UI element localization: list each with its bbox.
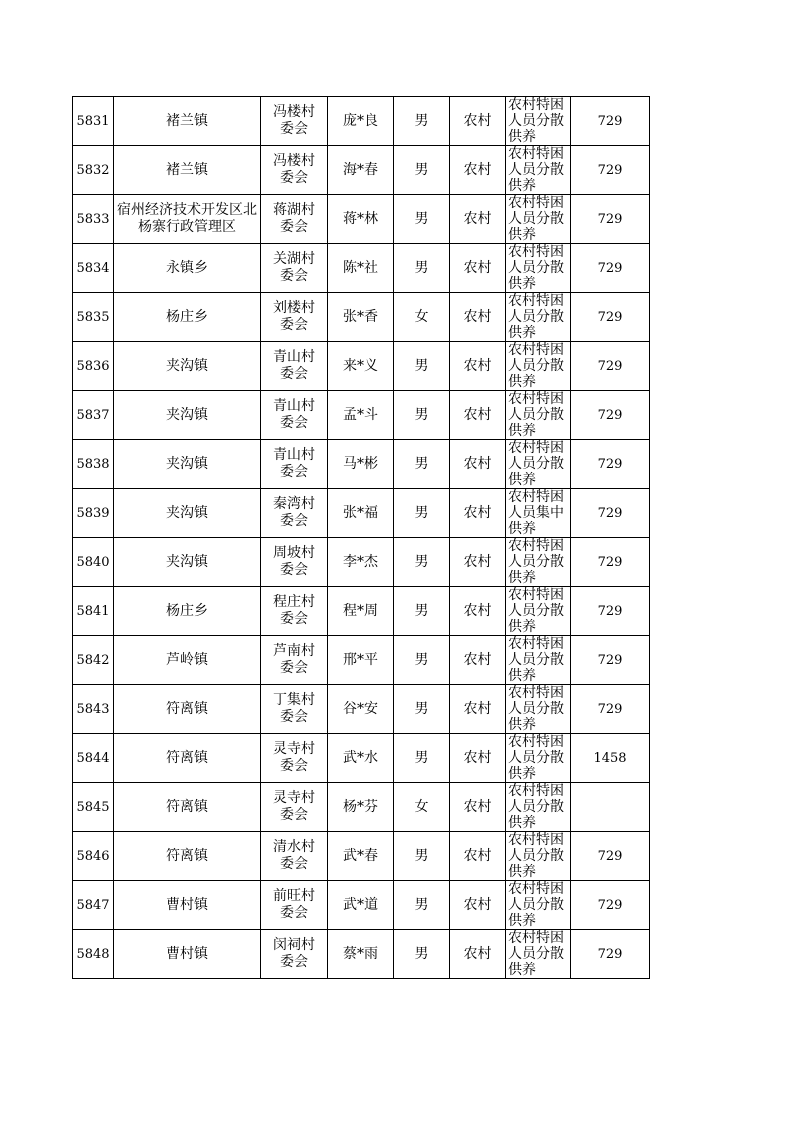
cell-amount: 729 — [571, 97, 650, 146]
support-category-text: 农村特困人员分散供养 — [508, 832, 564, 879]
cell-village-committee: 冯楼村委会 — [261, 97, 328, 146]
cell-household-type: 农村 — [450, 489, 506, 538]
cell-gender: 男 — [394, 391, 450, 440]
cell-gender: 男 — [394, 342, 450, 391]
table-row — [73, 930, 650, 979]
cell-village-committee: 灵寺村委会 — [261, 783, 328, 832]
cell-village-committee: 蒋湖村委会 — [261, 195, 328, 244]
cell-person-name: 孟*斗 — [328, 391, 394, 440]
cell-household-type: 农村 — [450, 734, 506, 783]
cell-support-category — [506, 783, 571, 832]
cell-amount: 729 — [571, 293, 650, 342]
cell-amount: 729 — [571, 832, 650, 881]
cell-support-category — [506, 685, 571, 734]
cell-support-category — [506, 293, 571, 342]
table-row — [73, 195, 650, 244]
cell-person-name: 陈*社 — [328, 244, 394, 293]
cell-household-type: 农村 — [450, 538, 506, 587]
cell-township: 宿州经济技术开发区北杨寨行政管理区 — [114, 195, 261, 244]
support-category-text: 农村特困人员分散供养 — [508, 734, 564, 781]
cell-gender: 男 — [394, 685, 450, 734]
cell-household-type: 农村 — [450, 881, 506, 930]
cell-village-committee: 青山村委会 — [261, 342, 328, 391]
cell-township: 夹沟镇 — [114, 538, 261, 587]
cell-gender: 女 — [394, 783, 450, 832]
cell-village-committee: 芦南村委会 — [261, 636, 328, 685]
cell-village-committee: 灵寺村委会 — [261, 734, 328, 783]
cell-household-type: 农村 — [450, 930, 506, 979]
cell-serial-number: 5841 — [73, 587, 114, 636]
table-row — [73, 636, 650, 685]
cell-support-category — [506, 146, 571, 195]
cell-serial-number: 5834 — [73, 244, 114, 293]
table-row — [73, 587, 650, 636]
cell-household-type: 农村 — [450, 391, 506, 440]
cell-village-committee: 刘楼村委会 — [261, 293, 328, 342]
cell-person-name: 邢*平 — [328, 636, 394, 685]
cell-village-committee: 关湖村委会 — [261, 244, 328, 293]
cell-serial-number: 5836 — [73, 342, 114, 391]
cell-support-category — [506, 97, 571, 146]
cell-person-name: 杨*芬 — [328, 783, 394, 832]
table-row — [73, 440, 650, 489]
cell-township: 符离镇 — [114, 685, 261, 734]
data-sheet — [72, 96, 650, 979]
cell-serial-number: 5848 — [73, 930, 114, 979]
cell-serial-number: 5832 — [73, 146, 114, 195]
cell-serial-number: 5839 — [73, 489, 114, 538]
cell-person-name: 海*春 — [328, 146, 394, 195]
cell-household-type: 农村 — [450, 685, 506, 734]
cell-support-category — [506, 538, 571, 587]
cell-amount: 729 — [571, 930, 650, 979]
cell-person-name: 庞*良 — [328, 97, 394, 146]
cell-gender: 男 — [394, 195, 450, 244]
cell-township: 永镇乡 — [114, 244, 261, 293]
cell-gender: 男 — [394, 734, 450, 783]
table-row — [73, 293, 650, 342]
cell-person-name: 蔡*雨 — [328, 930, 394, 979]
cell-support-category — [506, 440, 571, 489]
cell-gender: 男 — [394, 587, 450, 636]
cell-support-category — [506, 636, 571, 685]
cell-township: 杨庄乡 — [114, 587, 261, 636]
cell-amount: 729 — [571, 244, 650, 293]
cell-household-type: 农村 — [450, 636, 506, 685]
support-category-text: 农村特困人员分散供养 — [508, 97, 564, 144]
cell-support-category — [506, 881, 571, 930]
table-row — [73, 538, 650, 587]
cell-township: 符离镇 — [114, 832, 261, 881]
cell-township: 杨庄乡 — [114, 293, 261, 342]
cell-household-type: 农村 — [450, 440, 506, 489]
support-category-text: 农村特困人员分散供养 — [508, 930, 564, 977]
support-category-text: 农村特困人员分散供养 — [508, 685, 564, 732]
table-row — [73, 783, 650, 832]
cell-village-committee: 冯楼村委会 — [261, 146, 328, 195]
cell-serial-number: 5846 — [73, 832, 114, 881]
table-row — [73, 146, 650, 195]
cell-township: 夹沟镇 — [114, 391, 261, 440]
cell-township: 曹村镇 — [114, 930, 261, 979]
cell-person-name: 武*水 — [328, 734, 394, 783]
cell-gender: 男 — [394, 930, 450, 979]
cell-household-type: 农村 — [450, 587, 506, 636]
cell-township: 褚兰镇 — [114, 146, 261, 195]
cell-township: 符离镇 — [114, 783, 261, 832]
support-category-text: 农村特困人员分散供养 — [508, 538, 564, 585]
cell-amount: 729 — [571, 587, 650, 636]
cell-serial-number: 5833 — [73, 195, 114, 244]
cell-serial-number: 5837 — [73, 391, 114, 440]
table-row — [73, 685, 650, 734]
cell-gender: 男 — [394, 244, 450, 293]
cell-gender: 男 — [394, 146, 450, 195]
cell-amount: 729 — [571, 685, 650, 734]
cell-township: 褚兰镇 — [114, 97, 261, 146]
cell-serial-number: 5835 — [73, 293, 114, 342]
cell-person-name: 谷*安 — [328, 685, 394, 734]
cell-village-committee: 青山村委会 — [261, 440, 328, 489]
cell-household-type: 农村 — [450, 244, 506, 293]
cell-amount: 729 — [571, 881, 650, 930]
support-category-text: 农村特困人员分散供养 — [508, 244, 564, 291]
cell-support-category — [506, 930, 571, 979]
cell-gender: 男 — [394, 440, 450, 489]
cell-person-name: 武*道 — [328, 881, 394, 930]
cell-amount: 729 — [571, 342, 650, 391]
cell-person-name: 武*春 — [328, 832, 394, 881]
cell-gender: 男 — [394, 489, 450, 538]
cell-gender: 男 — [394, 636, 450, 685]
cell-gender: 男 — [394, 97, 450, 146]
cell-support-category — [506, 342, 571, 391]
cell-person-name: 张*香 — [328, 293, 394, 342]
cell-township: 芦岭镇 — [114, 636, 261, 685]
cell-household-type: 农村 — [450, 832, 506, 881]
cell-household-type: 农村 — [450, 146, 506, 195]
table-row — [73, 881, 650, 930]
cell-village-committee: 程庄村委会 — [261, 587, 328, 636]
cell-serial-number: 5845 — [73, 783, 114, 832]
cell-amount: 729 — [571, 195, 650, 244]
support-category-text: 农村特困人员分散供养 — [508, 587, 564, 634]
support-category-text: 农村特困人员集中供养 — [508, 489, 564, 536]
cell-household-type: 农村 — [450, 293, 506, 342]
cell-village-committee: 青山村委会 — [261, 391, 328, 440]
support-category-text: 农村特困人员分散供养 — [508, 881, 564, 928]
table-row — [73, 97, 650, 146]
cell-gender: 女 — [394, 293, 450, 342]
cell-support-category — [506, 195, 571, 244]
cell-household-type: 农村 — [450, 783, 506, 832]
cell-household-type: 农村 — [450, 195, 506, 244]
cell-village-committee: 秦湾村委会 — [261, 489, 328, 538]
support-category-text: 农村特困人员分散供养 — [508, 342, 564, 389]
cell-township: 夹沟镇 — [114, 342, 261, 391]
cell-gender: 男 — [394, 832, 450, 881]
cell-amount — [571, 783, 650, 832]
cell-village-committee: 周坡村委会 — [261, 538, 328, 587]
cell-household-type: 农村 — [450, 342, 506, 391]
cell-person-name: 李*杰 — [328, 538, 394, 587]
table-row — [73, 832, 650, 881]
table-row — [73, 244, 650, 293]
cell-person-name: 来*义 — [328, 342, 394, 391]
cell-support-category — [506, 244, 571, 293]
support-category-text: 农村特困人员分散供养 — [508, 195, 564, 242]
table-row — [73, 342, 650, 391]
cell-support-category — [506, 587, 571, 636]
cell-person-name: 张*福 — [328, 489, 394, 538]
cell-township: 曹村镇 — [114, 881, 261, 930]
cell-household-type: 农村 — [450, 97, 506, 146]
cell-serial-number: 5847 — [73, 881, 114, 930]
cell-serial-number: 5840 — [73, 538, 114, 587]
cell-serial-number: 5838 — [73, 440, 114, 489]
cell-person-name: 蒋*林 — [328, 195, 394, 244]
cell-support-category — [506, 832, 571, 881]
cell-serial-number: 5831 — [73, 97, 114, 146]
cell-gender: 男 — [394, 538, 450, 587]
cell-support-category — [506, 391, 571, 440]
cell-gender: 男 — [394, 881, 450, 930]
cell-support-category — [506, 489, 571, 538]
cell-amount: 729 — [571, 146, 650, 195]
cell-village-committee: 清水村委会 — [261, 832, 328, 881]
cell-village-committee: 闵祠村委会 — [261, 930, 328, 979]
cell-township: 夹沟镇 — [114, 489, 261, 538]
cell-township: 夹沟镇 — [114, 440, 261, 489]
cell-amount: 729 — [571, 440, 650, 489]
cell-village-committee: 丁集村委会 — [261, 685, 328, 734]
cell-amount: 729 — [571, 538, 650, 587]
relief-table — [72, 96, 650, 979]
cell-amount: 729 — [571, 636, 650, 685]
cell-township: 符离镇 — [114, 734, 261, 783]
cell-amount: 729 — [571, 489, 650, 538]
cell-amount: 1458 — [571, 734, 650, 783]
cell-person-name: 马*彬 — [328, 440, 394, 489]
table-row — [73, 489, 650, 538]
support-category-text: 农村特困人员分散供养 — [508, 636, 564, 683]
cell-person-name: 程*周 — [328, 587, 394, 636]
support-category-text: 农村特困人员分散供养 — [508, 293, 564, 340]
support-category-text: 农村特困人员分散供养 — [508, 440, 564, 487]
table-body — [73, 97, 650, 979]
cell-serial-number: 5843 — [73, 685, 114, 734]
table-row — [73, 391, 650, 440]
cell-amount: 729 — [571, 391, 650, 440]
cell-serial-number: 5844 — [73, 734, 114, 783]
table-row — [73, 734, 650, 783]
cell-serial-number: 5842 — [73, 636, 114, 685]
support-category-text: 农村特困人员分散供养 — [508, 146, 564, 193]
support-category-text: 农村特困人员分散供养 — [508, 391, 564, 438]
cell-support-category — [506, 734, 571, 783]
cell-village-committee: 前旺村委会 — [261, 881, 328, 930]
support-category-text: 农村特困人员分散供养 — [508, 783, 564, 830]
